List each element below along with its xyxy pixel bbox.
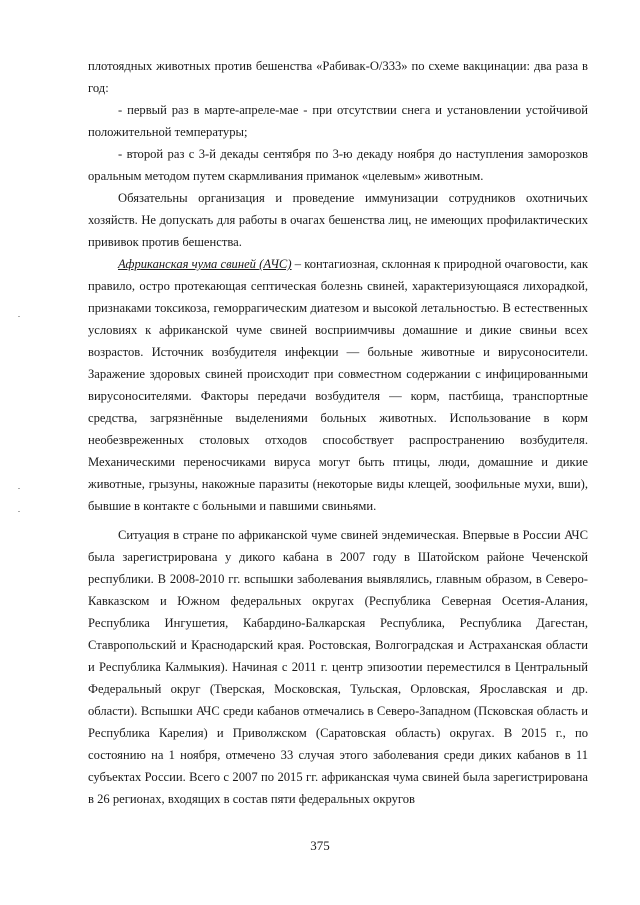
margin-mark (18, 316, 20, 317)
paragraph-asf-situation: Ситуация в стране по африканской чуме свиней эндемическая. Впервые в России АЧС была зарегистрирована у дикого кабана в 2007 году в Шатойском районе Чеченской республики. В 2008-2010 гг. вспышки заболевания выявлялись, главным образом, в Северо-Кавказском и Южном федеральных округах (Республика Северная Осетия-Алания, Республика Ингушетия, Кабардино-Балкарская Республика, Республика Дагестан, Ставропольский и Краснодарский края. Ростовская, Волгоградская и Астраханская области и Республика Калмыкия). Начиная с 2011 г. центр эпизоотии переместился в Центральный Федеральный округ (Тверская, Московская, Тульская, Орловская, Ярославская и др. области). Вспышки АЧС среди кабанов отмечались в Северо-Западном (Псковская область и Республика Карелия) и Приволжском (Саратовская область) округах. В 2015 г., по состоянию на 1 ноября, отмечено 33 случая этого заболевания среди диких кабанов в 11 субъектах России. Всего с 2007 по 2015 гг. африканская чума свиней была зарегистрирована в 26 регионах, входящих в состав пяти федеральных округов (88, 528, 588, 806)
asf-term: Африканская чума свиней (АЧС) (118, 257, 292, 271)
paragraph-asf-definition (88, 253, 588, 517)
margin-mark (18, 488, 20, 489)
paragraph-gap (88, 517, 588, 524)
asf-definition-text: – контагиозная, склонная к природной очаговости, как правило, остро протекающая септическая болезнь свиней, характеризующаяся лихорадкой, признаками токсикоза, геморрагическим диатезом и высокой летальностью. В естественных условиях к африканской чуме свиней восприимчивы домашние и дикие свиньи всех возрастов. Источник возбудителя инфекции — больные животные и вирусоносители. Заражение здоровых свиней происходит при совместном содержании с инфицированными вирусоносителями. Факторы передачи возбудителя — корм, пастбища, транспортные средства, загрязнённые выделениями больных животных. Использование в корм необезвреженных столовых отходов способствует распространению возбудителя. Механическими переносчиками вируса могут быть птицы, люди, домашние и дикие животные, грызуны, накожные паразиты (некоторые виды клещей, зоофильные мухи, вши), бывшие в контакте с больными и павшими свиньями. (88, 257, 588, 513)
page-number: 375 (310, 838, 330, 853)
body-text (88, 55, 588, 810)
paragraph-second-vaccination: - второй раз с 3-й декады сентября по 3-ю декаду ноября до наступления заморозков оральным методом путем скармливания приманок «целевым» животным. (88, 147, 588, 183)
paragraph-vaccination-scheme: плотоядных животных против бешенства «Рабивак-О/333» по схеме вакцинации: два раза в год: (88, 59, 588, 95)
paragraph-staff-immunization: Обязательны организация и проведение иммунизации сотрудников охотничьих хозяйств. Не допускать для работы в очагах бешенства лиц, не имеющих профилактических прививок против бешенства. (88, 191, 588, 249)
paragraph-first-vaccination: - первый раз в марте-апреле-мае - при отсутствии снега и установлении устойчивой положительной температуры; (88, 103, 588, 139)
margin-mark (18, 511, 20, 512)
